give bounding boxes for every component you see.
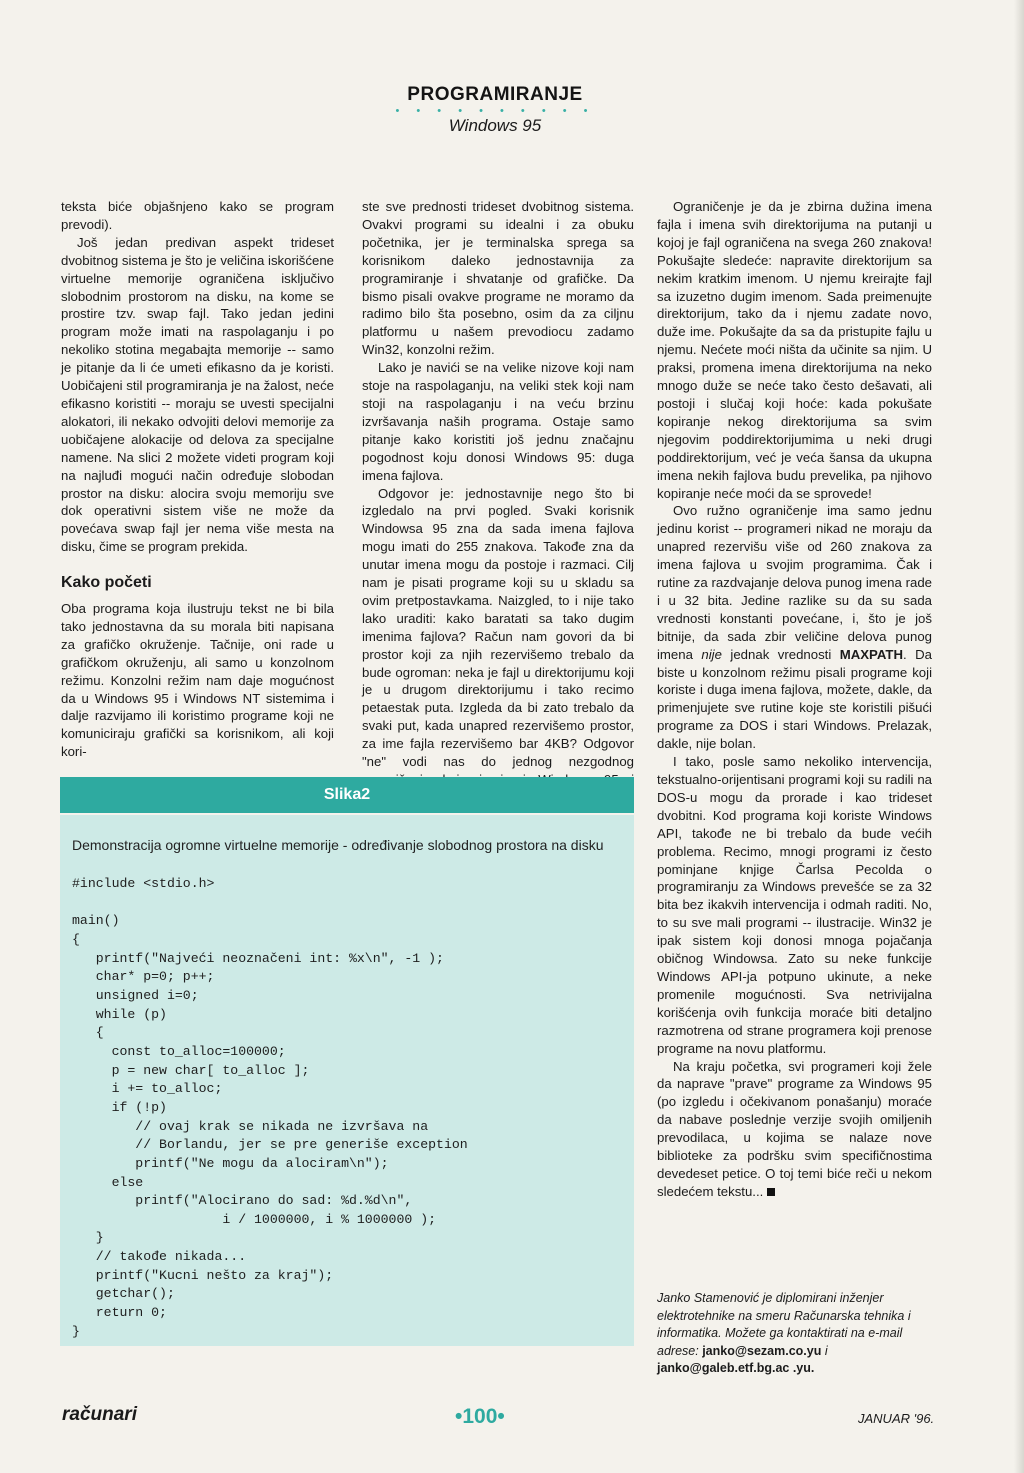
- section-subtitle: Windows 95: [448, 116, 542, 135]
- paragraph: Lako je navići se na velike nizove koji nam stoje na raspolaganju, na veliki stek koji nam stoji na raspolaganju i na veću brzinu izvršavanja naših programa. Ostaje samo pitanje kako koristiti još jednu značajnu pogodnost koju donosi Windows 95: duga imena fajlova.: [362, 360, 634, 483]
- issue-date: JANUAR '96.: [858, 1411, 935, 1426]
- figure-label-bar: [60, 777, 634, 813]
- paragraph: Oba programa koja ilustruju tekst ne bi bila tako jednostavna da su morala biti napisana za grafičko okruženje. Tačnije, oni rade u grafičkom okruženju, ali samo u konzolnom režimu. Konzolni režim nam daje mogućnost da u Windows 95 i Windows NT sistemima i dalje razvijamo ili koristimo programe koji ne komuniciraju grafički sa korisnikom, ali koji kori-: [61, 601, 334, 760]
- paragraph: ste sve prednosti trideset dvobitnog sistema. Ovakvi programi su idealni i za obuku početnika, jer je terminalska sprega sa korisnikom daleko jednostavnija za programiranje i shvatanje od grafičke. Da bismo pisali ovakve programe ne moramo da radimo bilo šta posebno, osim da za ciljnu platformu u našem prevodiocu zadamo Win32, konzolni režim.: [362, 199, 634, 358]
- article-column-1: [61, 198, 334, 761]
- article-column-2: [362, 198, 634, 807]
- paragraph: Odgovor je: jednostavnije nego što bi izgledalo na prvi pogled. Svaki korisnik Windowsa 95 zna da sada imena fajlova mogu imati do 255 znakova. Takođe zna da unutar imena mogu da postoje i razmaci. Cilj nam je pisati programe koji su u skladu sa ovim pretpostavkama. Naizgled, to i nije tako lako uraditi: kako baratati sa tako dugim imenima fajlova? Račun nam govori da bi prostor koji za njih rezervišemo trebalo da bude ogroman: neka je fajl u direktorijumu koji je u drugom direktorijumu i tako recimo petaestak puta. Izgleda da bi zato trebalo da svaki put, kada unapred rezervišemo prostor, za ime fajla rezervišemo bar 4KB? Odgovor "ne" vodi nas do jednog nezgodnog: [362, 485, 634, 770]
- paragraph: [657, 502, 932, 753]
- paragraph: Ograničenje je da je zbirna dužina imena fajla i imena svih direktorijuma na putanji u kojoj je fajl ograničena na svega 260 znakova! Pokušajte sledeće: napravite direktorijum sa nekim kratkim imenom. U njemu kreirajte fajl sa izuzetno dugim imenom. Sada preimenujte direktorijum, tako da i njemu zadate novo, duže ime. Pokušajte da sa da pristupite fajlu u njemu. Nećete moći ništa da učinite sa njim. U praksi, promena imena direktorijuma na neko mnogo duže se neće tako često dešavati, ali postoji i slučaj koji hoće: kada pokušate kopiranje nekog direktorijuma sa svim njegovim poddirektorijumima u neki drugi poddirektorijum, već je veća šansa da ukupna imena nekih fajlova budu prevelika, pa njihovo kopiranje neće moći da se sprovede!: [657, 199, 932, 501]
- constant-name: MAXPATH: [839, 646, 903, 662]
- magazine-logo: računari: [62, 1404, 137, 1425]
- paragraph: I tako, posle samo nekoliko intervencija, tekstualno-orijentisani programi koji su radili na DOS-u mogu da prorade i kao trideset dvobitni. Kod programa koji koriste Windows API, takođe ne bi trebalo da bude većih problema. Recimo, mnogi programi iz često pominjane knjige Čarlsa Pecolda o programiranju za Windows prevešće se za 32 bita bez ikakvih intervencija i odmah raditi. No, to su sve mali programi -- ilustracije. Win32 je ipak sistem koji donosi mnoga pojačanja običnog Windowsa. Zato su neke funkcije Windows API-ja potpuno ukinute, a neke promenile mogućnosti. Sva netrivijalna korišćenja ovih funkcija moraće biti detaljno razmotrena od strane programera koji prenose programe na novu platformu.: [657, 754, 932, 1056]
- text-run: jednak vrednosti: [730, 646, 832, 662]
- figure-caption: Demonstracija ogromne virtuelne memorije - određivanje slobodnog prostora na disku: [72, 837, 604, 853]
- text-run: Ovo ružno ograničenje ima samo jednu jedinu korist -- programeri nikad ne moraju da unapred rezervišu više od 260 znakova za imena fajlova u svojim programima. Čak i rutine za razdvajanje delova punog imena rade i u 32 bita. Jedine razlike su da su sada vrednosti konstanti povećane, i, što je još bitnije, da sada zbir veličine delova punog imena: [657, 503, 932, 662]
- author-note: [657, 1290, 932, 1378]
- page-number: •100•: [455, 1405, 505, 1428]
- end-mark: [767, 1188, 775, 1196]
- code-listing: #include <stdio.h> main() { printf("Najveći neoznačeni int: %x\n", -1 ); char* p=0; p++; unsigned i=0; while (p) { const to_alloc=100000; p = new char[ to_alloc ]; i += to_alloc; if (!p) // ovaj krak se nikada ne izvršava na // Borlandu, jer se pre generiše exception printf("Ne mogu da alociram\n"); else printf("Alocirano do sad: %d.%d\n", i / 1000000, i % 1000000 ); } // takođe nikada... printf("Kucni nešto za kraj"); getchar(); return 0; }: [72, 876, 468, 1339]
- paragraph: teksta biće objašnjeno kako se program prevodi).: [61, 199, 334, 232]
- page-header: [330, 84, 660, 136]
- paragraph: Još jedan predivan aspekt trideset dvobitnog sistema je što je veličina iskorišćene virtuelne memorije ograničena isključivo slobodnim prostorom na disku, na kome se prostire tzv. swap fajl. Tako jedan jedini program može imati na raspolaganju i po nekoliko stotina megabajta memorije -- samo je pitanje da li će umeti efikasno da je koristi. Uobičajeni stil programiranja je na žalost, neće efikasno koristiti -- moraju se uvesti specijalni alokatori, ili nekako odvojiti delovi memorije za uobičajene alokacije od delova za specijalne namene. Na slici 2 možete videti program koji na najluđi mogući način određuje slobodan prostor na disku: alocira svoju memoriju sve dok operativni sistem više ne može da povećava swap fajl jer nema više mesta na disku, čime se program prekida.: [61, 234, 334, 555]
- article-column-3: [657, 198, 932, 1378]
- figure-label: Slika2: [323, 786, 371, 803]
- conjunction: i: [824, 1343, 828, 1358]
- section-title: PROGRAMIRANJE: [407, 84, 583, 105]
- author-bio: Janko Stamenović je diplomirani inženjer elektrotehnike na smeru Računarska tehnika i informatika. Možete ga kontaktirati na e-mail adrese:: [657, 1291, 911, 1358]
- email-link[interactable]: janko@galeb.etf.bg.ac .yu.: [657, 1361, 815, 1376]
- code-listing-box: [60, 815, 634, 1346]
- header-dots: • • • • • • • • • •: [395, 105, 595, 117]
- page-edge: [1014, 0, 1024, 1473]
- section-heading: Kako početi: [61, 574, 152, 592]
- emphasis: nije: [701, 646, 722, 662]
- text-run: Na kraju početka, svi programeri koji žele da naprave "prave" programe za Windows 95 (po izgledu i očekivanom ponašanju) moraće da nabave poslednje verzije svojih omiljenih prevodilaca, u kojima se nalaze nove biblioteke za podršku svim specifičnostima devedeset petice. O toj temi biće reči u nekom sledećem tekstu...: [657, 1058, 932, 1199]
- paragraph: [657, 1058, 932, 1201]
- email-link[interactable]: janko@sezam.co.yu: [702, 1343, 822, 1358]
- text-run: . Da biste u konzolnom režimu pisali programe koji koriste i duga imena fajlova, možete, dakle, da primenjujete sve rutine koje ste koristili pišući programe za DOS i stari Windows. Prelazak, dakle, nije bolan.: [657, 646, 932, 752]
